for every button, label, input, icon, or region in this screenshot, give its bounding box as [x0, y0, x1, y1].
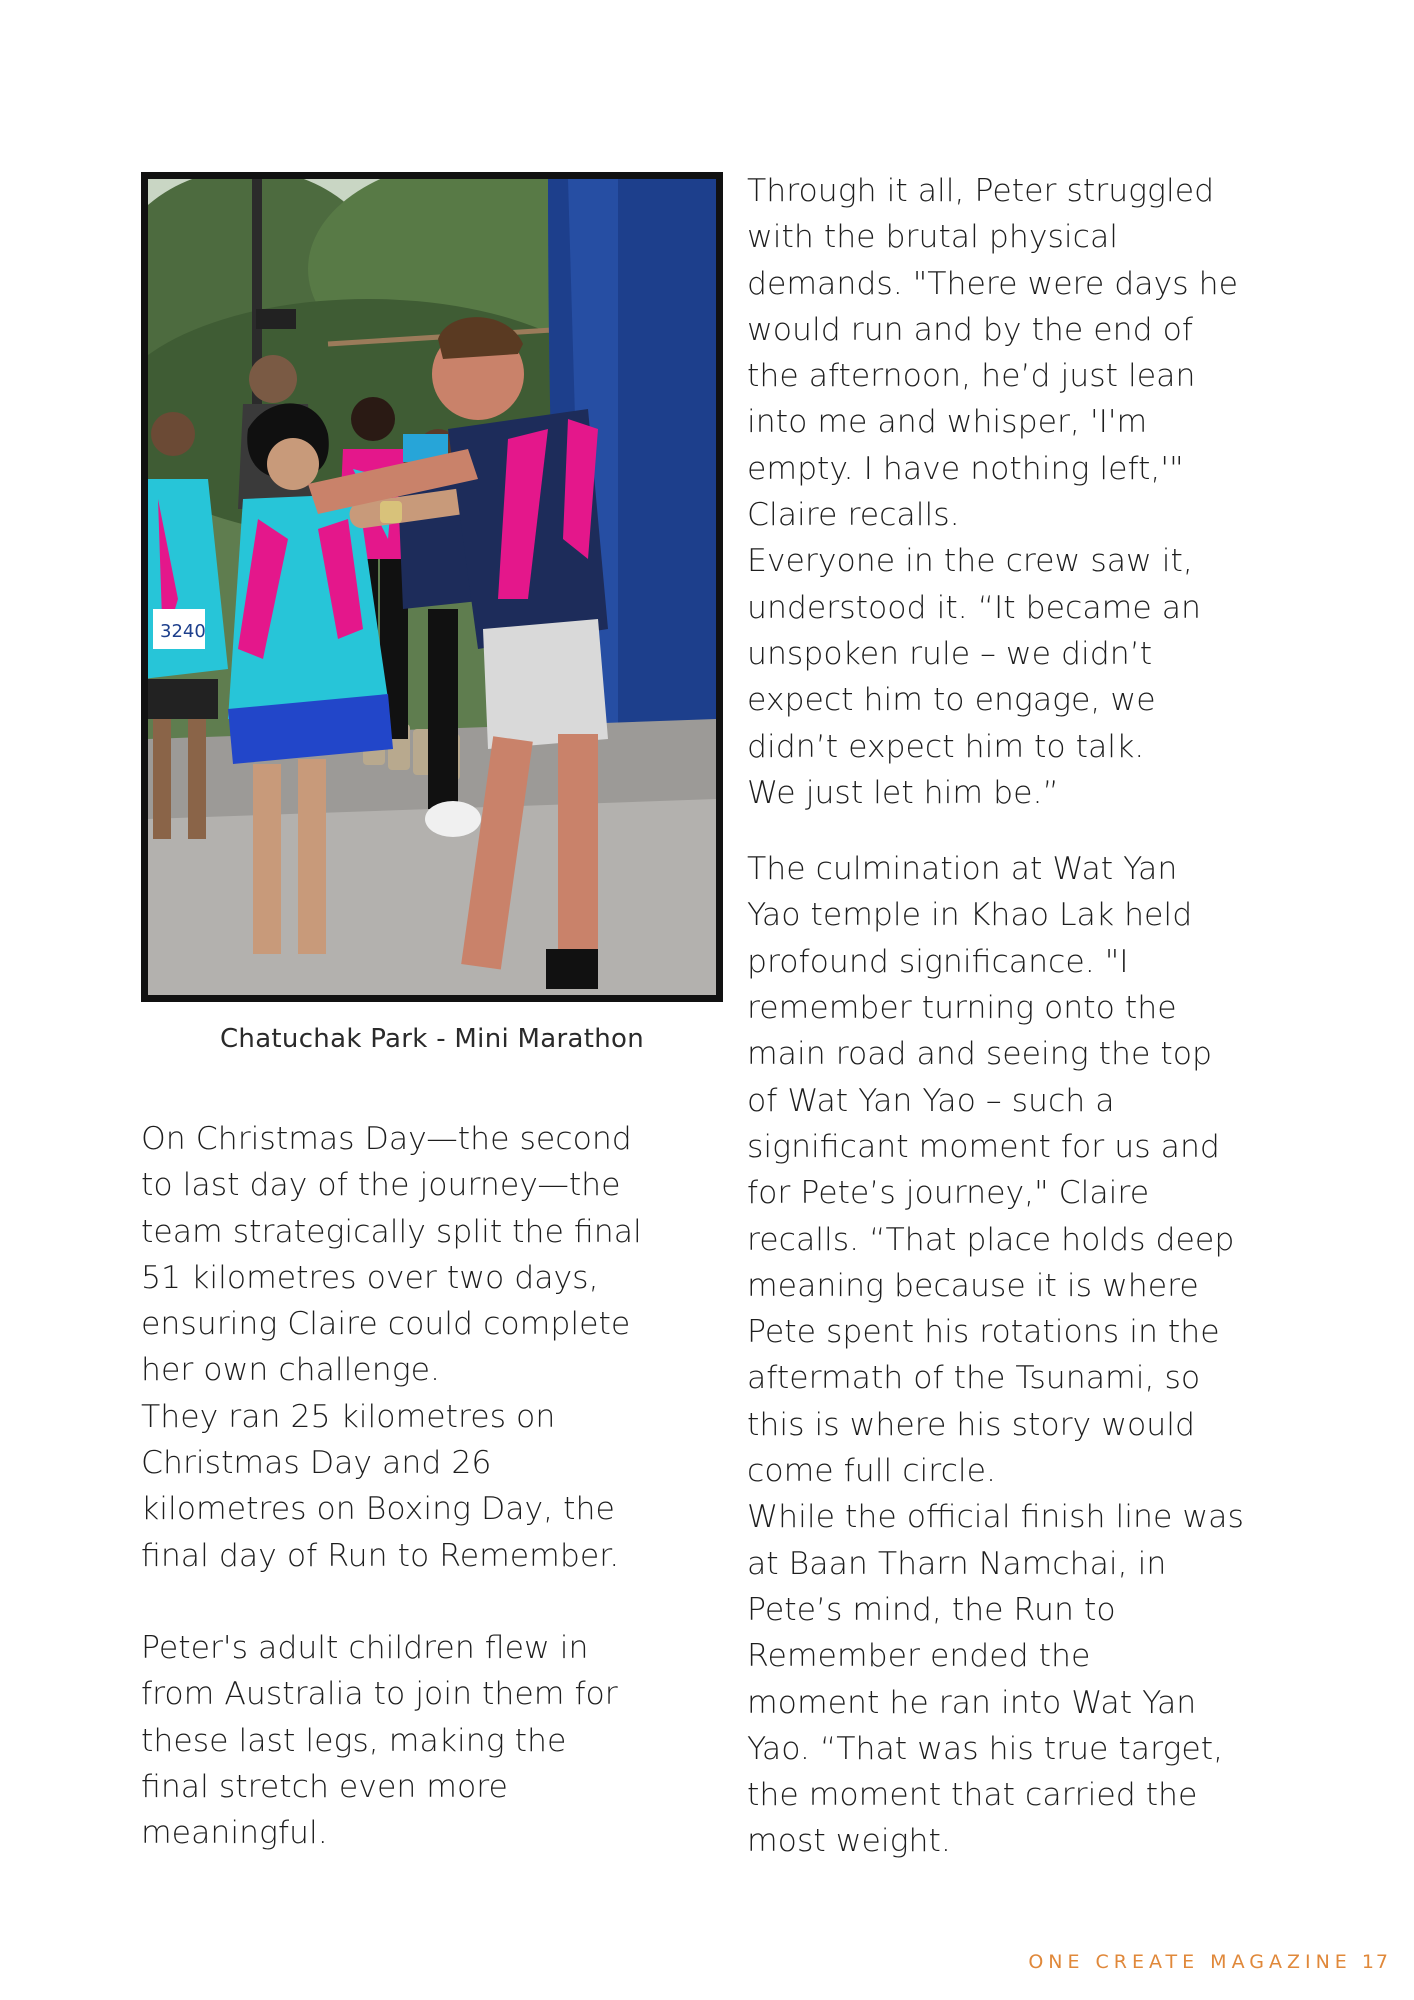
text-line: Yao. “That was his true target,: [747, 1730, 1224, 1767]
text-line: with the brutal physical: [747, 219, 1119, 256]
text-line: recalls. “That place holds deep: [747, 1221, 1235, 1258]
text-line: expect him to engage, we: [747, 682, 1156, 719]
text-line: these last legs, making the: [141, 1722, 567, 1759]
text-line: Claire recalls.: [747, 497, 960, 534]
text-line: 51 kilometres over two days,: [141, 1259, 599, 1296]
text-line: unspoken rule – we didn’t: [747, 635, 1153, 672]
paragraph-adult-children: [141, 1625, 701, 1856]
text-line: While the official finish line was: [747, 1499, 1244, 1536]
text-line: meaning because it is where: [747, 1267, 1199, 1304]
text-line: kilometres on Boxing Day, the: [141, 1491, 615, 1528]
text-line: empty. I have nothing left,'": [747, 450, 1184, 487]
text-line: Christmas Day and 26: [141, 1445, 492, 1482]
text-line: significant moment for us and: [747, 1128, 1220, 1165]
text-line: ensuring Claire could complete: [141, 1306, 631, 1343]
text-line: would run and by the end of: [747, 311, 1193, 348]
text-line: didn’t expect him to talk.: [747, 728, 1145, 765]
text-line: for Pete’s journey," Claire: [747, 1175, 1150, 1212]
text-line: understood it. “It became an: [747, 589, 1202, 626]
text-line: demands. "There were days he: [747, 265, 1238, 302]
text-line: aftermath of the Tsunami, so: [747, 1360, 1201, 1397]
photo-caption: Chatuchak Park - Mini Marathon: [219, 1024, 645, 1054]
text-line: to last day of the journey—the: [141, 1167, 621, 1204]
magazine-name: ONE CREATE MAGAZINE: [1028, 1951, 1352, 1973]
text-line: remember turning onto the: [747, 990, 1177, 1027]
text-line: her own challenge.: [141, 1352, 441, 1389]
paragraph-physical-demands: [747, 168, 1387, 816]
page-number: 17: [1361, 1951, 1390, 1973]
left-article-column: [141, 1116, 701, 1856]
page-footer: [1028, 1951, 1390, 1973]
text-line: On Christmas Day—the second: [141, 1121, 632, 1157]
text-line: They ran 25 kilometres on: [141, 1398, 556, 1435]
text-line: main road and seeing the top: [747, 1036, 1212, 1073]
text-line: final stretch even more: [141, 1768, 508, 1805]
text-line: Remember ended the: [747, 1638, 1091, 1675]
text-line: at Baan Tharn Namchai, in: [747, 1545, 1167, 1582]
text-line: the afternoon, he’d just lean: [747, 358, 1196, 395]
article-photo: [141, 172, 723, 1002]
paragraph-wat-yan-yao: [747, 846, 1387, 1865]
text-line: Pete spent his rotations in the: [747, 1314, 1220, 1351]
text-line: profound significance. "I: [747, 943, 1129, 980]
text-line: We just let him be.”: [747, 774, 1059, 811]
text-line: most weight.: [747, 1823, 951, 1860]
runners-photo-illustration: [148, 179, 716, 995]
text-line: from Australia to join them for: [141, 1676, 618, 1713]
text-line: final day of Run to Remember.: [141, 1537, 620, 1574]
text-line: Pete’s mind, the Run to: [747, 1591, 1116, 1628]
text-line: Peter's adult children flew in: [141, 1629, 589, 1666]
bib-number: 3240: [160, 621, 206, 642]
text-line: Through it all, Peter struggled: [747, 173, 1215, 209]
text-line: this is where his story would: [747, 1406, 1195, 1443]
text-line: moment he ran into Wat Yan: [747, 1684, 1197, 1721]
paragraph-christmas-day: [141, 1116, 701, 1579]
text-line: meaningful.: [141, 1815, 328, 1852]
text-line: Yao temple in Khao Lak held: [747, 897, 1193, 934]
text-line: of Wat Yan Yao – such a: [747, 1082, 1115, 1119]
text-line: Everyone in the crew saw it,: [747, 543, 1193, 580]
text-line: come full circle.: [747, 1453, 997, 1490]
text-line: the moment that carried the: [747, 1777, 1198, 1814]
text-line: The culmination at Wat Yan: [747, 851, 1178, 888]
text-line: team strategically split the final: [141, 1213, 642, 1250]
right-article-column: [747, 168, 1387, 1865]
text-line: into me and whisper, 'I'm: [747, 404, 1148, 441]
